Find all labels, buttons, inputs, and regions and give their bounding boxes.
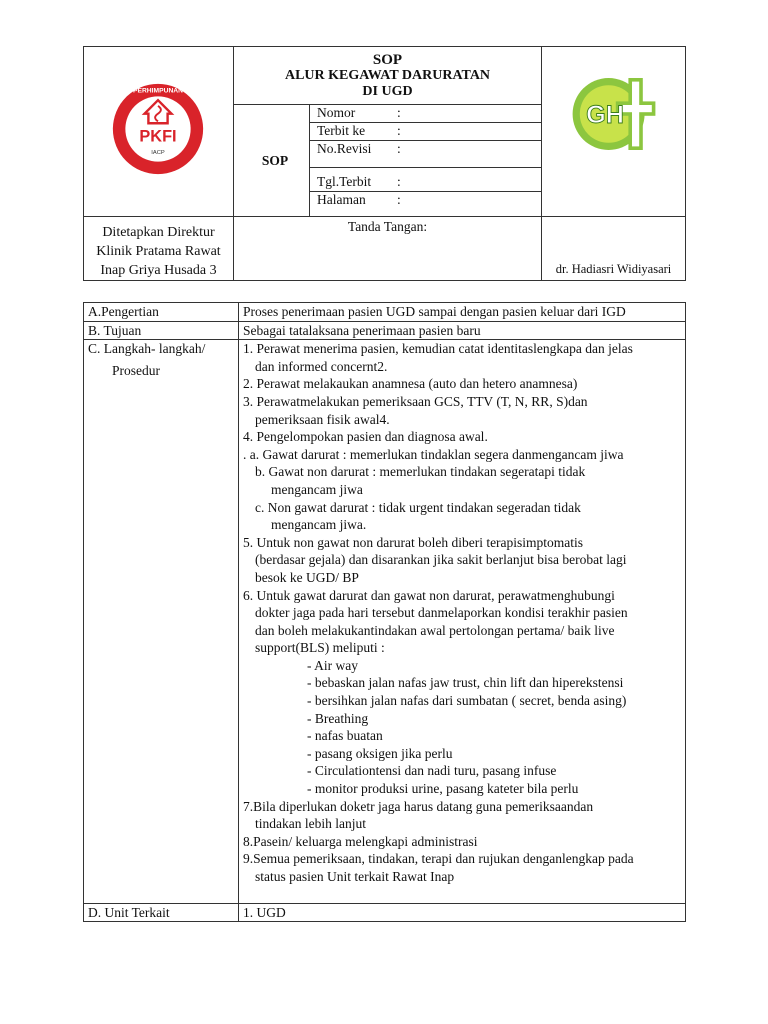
step-5: 5. Untuk non gawat non darurat boleh diberi terapisimptomatis: [243, 534, 584, 550]
unit-terkait-value: 1. UGD: [239, 903, 686, 922]
gh-cross-logo-icon: [569, 69, 659, 159]
bls-item: - bersihkan jalan nafas dari sumbatan ( secret, benda asing): [307, 693, 627, 709]
tanda-tangan: Tanda Tangan:: [234, 217, 542, 281]
pkfi-logo-icon: [110, 81, 206, 177]
pkfi-logo-sub: IACP: [151, 149, 165, 156]
step-1: 1. Perawat menerima pasien, kemudian catat identitaslengkapa dan jelas: [243, 341, 633, 357]
title-line-2: ALUR KEGAWAT DARURATAN: [284, 68, 491, 83]
bls-item: - Air way: [307, 657, 358, 673]
meta-label: Nomor: [317, 105, 356, 120]
bls-item: - monitor produksi urine, pasang kateter bila perlu: [307, 781, 579, 797]
title-line-3: DI UGD: [362, 84, 413, 99]
step-8: 8.Pasein/ keluarga melengkapi administrasi: [243, 833, 478, 849]
prosedur-steps: 1. Perawat menerima pasien, kemudian catat identitaslengkapa dan jelas dan informed concernt2. 2. Perawat melakaukan anamnesa (auto dan hetero anamnesa) 3. Perawatmelakukan pemeriksaan GCS, TTV (T, N, RR, S)dan pemeriksaan fisik awal4. 4. Pengelompokan pasien dan diagnosa awal. . a. Gawat darurat : memerlukan tindaklan segera danmengancam jiwa b. Gawat non darurat : memerlukan tindakan segeratapi tidak mengancam jiwa c. Non gawat darurat : tidak urgent tindakan segeradan tidak mengancam jiwa. 5. Untuk non gawat non darurat boleh diberi terapisimptomatis (berdasar gejala) dan disarankan jika sakit berlanjut bisa berobat lagi besok ke UGD/ BP 6. Untuk gawat darurat dan gawat non darurat, perawatmenghubungi dokter jaga pada hari tersebut danmelaporkan kondisi terakhir pasien dan boleh melakukantindakan awal pertolongan pertama/ baik live support(BLS) meliputi : - Air way - bebaskan jalan nafas jaw trust, chin lift dan hiperekstensi - bersihkan jalan nafas dari sumbatan ( secret, benda asing) - Breathing - nafas buatan - pasang oksigen jika perlu - Circulationtensi dan nadi turu, pasang infuse - monitor produksi urine, pasang kateter bila perlu 7.Bila diperlukan doketr jaga harus datang guna pemeriksaandan tindakan lebih lanjut 8.Pasein/ keluarga melengkapi administrasi 9.Semua pemeriksaan, tindakan, terapi dan rujukan denganlengkap pada status pasien Unit terkait Rawat Inap: [239, 340, 686, 903]
step-4b: b. Gawat non darurat : memerlukan tindakan segeratapi tidak: [255, 464, 586, 480]
right-logo-cell: [542, 47, 686, 217]
bls-item: - bebaskan jalan nafas jaw trust, chin lift dan hiperekstensi: [307, 675, 624, 691]
meta-label: Terbit ke: [317, 123, 366, 138]
step-4c: c. Non gawat darurat : tidak urgent tindakan segeradan tidak: [255, 499, 581, 515]
sop-title: [234, 47, 542, 105]
pkfi-logo-name: PKFI: [139, 127, 177, 146]
langkah-label: C. Langkah- langkah/ Prosedur: [84, 340, 239, 903]
bls-item: - Breathing: [307, 710, 369, 726]
pkfi-logo-ring-text: PERHIMPUNAN: [132, 87, 184, 95]
meta-terbit-ke: Terbit ke :: [310, 123, 542, 141]
step-2: 2. Perawat melakaukan anamnesa (auto dan hetero anamnesa): [243, 376, 578, 392]
bls-item: - pasang oksigen jika perlu: [307, 745, 453, 761]
dokter-name: dr. Hadiasri Widiyasari: [542, 217, 686, 281]
tujuan-value: Sebagai tatalaksana penerimaan pasien baru: [239, 321, 686, 340]
ditetapkan-direktur: Ditetapkan Direktur Klinik Pratama Rawat Inap Griya Husada 3: [84, 217, 234, 281]
pengertian-value: Proses penerimaan pasien UGD sampai dengan pasien keluar dari IGD: [239, 303, 686, 322]
step-3: 3. Perawatmelakukan pemeriksaan GCS, TTV (T, N, RR, S)dan: [243, 393, 588, 409]
bls-item: - nafas buatan: [307, 728, 383, 744]
title-line-1: SOP: [372, 52, 403, 68]
meta-tgl-terbit: Tgl.Terbit :: [310, 168, 542, 192]
sop-header-table: [83, 46, 686, 281]
meta-halaman: Halaman :: [310, 192, 542, 217]
bls-list: [243, 657, 681, 798]
step-4: 4. Pengelompokan pasien dan diagnosa awal.: [243, 429, 488, 445]
meta-label: No.Revisi: [317, 141, 372, 156]
step-9: 9.Semua pemeriksaan, tindakan, terapi dan rujukan denganlengkap pada: [243, 851, 634, 867]
pengertian-label: A.Pengertian: [84, 303, 239, 322]
meta-no-revisi: No.Revisi :: [310, 141, 542, 168]
left-logo-cell: [84, 47, 234, 217]
step-6: 6. Untuk gawat darurat dan gawat non darurat, perawatmenghubungi: [243, 587, 615, 603]
sop-label: SOP: [234, 105, 310, 217]
unit-terkait-label: D. Unit Terkait: [84, 903, 239, 922]
tujuan-label: B. Tujuan: [84, 321, 239, 340]
gh-logo-text: GH: [586, 101, 624, 129]
step-4a: . a. Gawat darurat : memerlukan tindaklan segera danmengancam jiwa: [243, 446, 624, 462]
sop-content-table: [83, 302, 686, 922]
meta-label: Halaman: [317, 192, 366, 207]
bls-item: - Circulationtensi dan nadi turu, pasang infuse: [307, 763, 557, 779]
step-7: 7.Bila diperlukan doketr jaga harus datang guna pemeriksaandan: [243, 798, 594, 814]
meta-label: Tgl.Terbit: [317, 174, 372, 189]
meta-nomor: Nomor :: [310, 105, 542, 123]
